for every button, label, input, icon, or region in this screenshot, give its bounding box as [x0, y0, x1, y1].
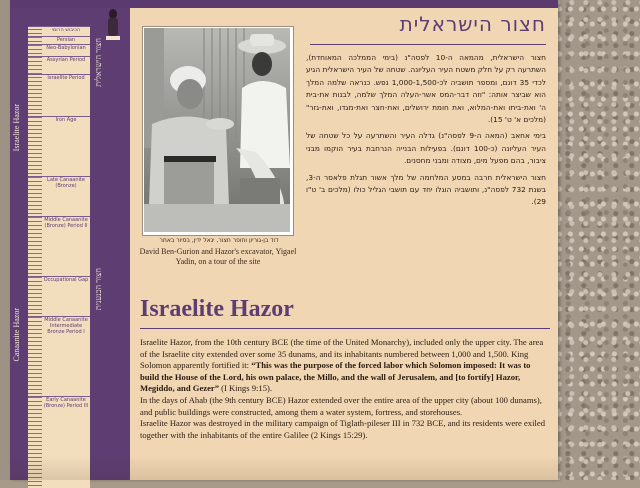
timeline-row: Persian [28, 36, 90, 44]
timeline-row: הכיבוש הרומי [28, 26, 90, 36]
timeline-label-israelite-he: חצור הישראלית [94, 38, 103, 87]
body-english-p1 [140, 337, 550, 395]
body-english-p3: Israelite Hazor was destroyed in the military campaign of Tiglath-pileser III in 732 BCE, and its residents were exiled together with the inhabitants of the entire Galilee (2 Kings 15:29). [140, 418, 545, 440]
body-english-p1-a: Israelite Hazor, from the 10th century BCE (the time of the United Monarchy), included only the upper city. The area of the Israelite city extended over some 35 dunams, and its inhabitants numbered between 1,000 and 1,500. King Solomon apparently fortified it: [140, 337, 544, 371]
body-hebrew-p1: חצור הישראלית, מהמאה ה-10 לפסה"נ (בימי הממלכה המאוחדת), השתרעה רק על חלק משטח העיר העליונה. שטחה של העיר הישראלית הגיע לכדי 35 דונם, ומספר תושביה לכ-1,000-1,500 נפש. כנראה שלמה המלך הוא שביצר אותה: "וזה דבר-המס אשר-העלה המלך שלמה, לבנות את-בית ה' ואת-ביתו ואת-המלוא, ואת חומת ירושלים, ואת-חצר ואת-מגדו, ואת-גזר" (מלכים א' ט' 15). [306, 53, 546, 125]
body-english-quote: “This was the purpose of the forced labor which Solomon imposed: It was to build the House of the Lord, his own palace, the Millo, and the wall of Jerusalem, and [to fortify] Hazor, Megiddo, and Gezer” [140, 360, 531, 394]
timeline-row: Late Canaanite (Bronze) [28, 176, 90, 216]
gravel-ground [555, 0, 640, 480]
title-english-rule [140, 328, 550, 329]
body-english-p1-ref: (I Kings 9:15). [219, 383, 273, 394]
photo-caption-english: David Ben-Gurion and Hazor's excavator, Yigael Yadin, on a tour of the site [139, 247, 297, 266]
body-hebrew-p2: בימי אחאב (המאה ה-9 לפסה"נ) גדלה העיר והשתרעה על כל שטחה של העיר העליונה (כ-100 דונם). בפעילות הבנייה הנרחבת בעיר הוקמו מבני ציבור, בהם מפעל מים, מצודה ומבני מחסנים. [306, 131, 546, 166]
timeline [28, 26, 90, 488]
body-english-p2: In the days of Ahab (the 9th century BCE) Hazor extended over the entire area of the upper city (about 100 dunams), and public buildings were constructed, among them a water system, fortress, and storehouses. [140, 394, 542, 417]
timeline-row: Middle Canaanite (Bronze) Period II [28, 216, 90, 276]
body-hebrew [306, 52, 546, 264]
title-english: Israelite Hazor [140, 296, 294, 322]
timeline-label-israelite: Israelite Hazor [12, 104, 21, 152]
info-sign [10, 0, 558, 480]
timeline-label-canaanite: Canaanite Hazor [12, 308, 21, 362]
timeline-row: Iron Age [28, 116, 90, 176]
timeline-row: Israelite Period [28, 74, 90, 116]
body-hebrew-p3: חצור הישראלית חרבה במסע המלחמה של מלך אשור תגלת פלאסר ה-3, בשנת 732 לפסה"נ, ותושביה הוגלו יחד עם תושבי הגליל כולו (מלכים ב' ט"ו 29). [306, 172, 546, 207]
timeline-row: Neo-Babylonian [28, 44, 90, 56]
timeline-row: Occupational Gap [28, 276, 90, 316]
ancient-figure-icon [102, 8, 124, 44]
title-hebrew-rule [310, 44, 546, 45]
timeline-strip [10, 8, 130, 480]
historical-photo [144, 28, 290, 232]
timeline-row: Middle Canaanite Intermediate Bronze Period I [28, 316, 90, 396]
sign-bottom-shade [10, 455, 558, 480]
timeline-row: Early Canaanite (Bronze) Period III [28, 396, 90, 488]
timeline-label-canaanite-he: חצור הכנענית [94, 268, 103, 311]
sign-top-band [10, 0, 558, 8]
photo-caption-hebrew: דוד בן-גוריון וחופר חצור, יגאל ידין, בסיור באתר [159, 237, 279, 244]
title-hebrew: חצור הישראלית [399, 12, 546, 36]
timeline-row: Assyrian Period [28, 56, 90, 74]
